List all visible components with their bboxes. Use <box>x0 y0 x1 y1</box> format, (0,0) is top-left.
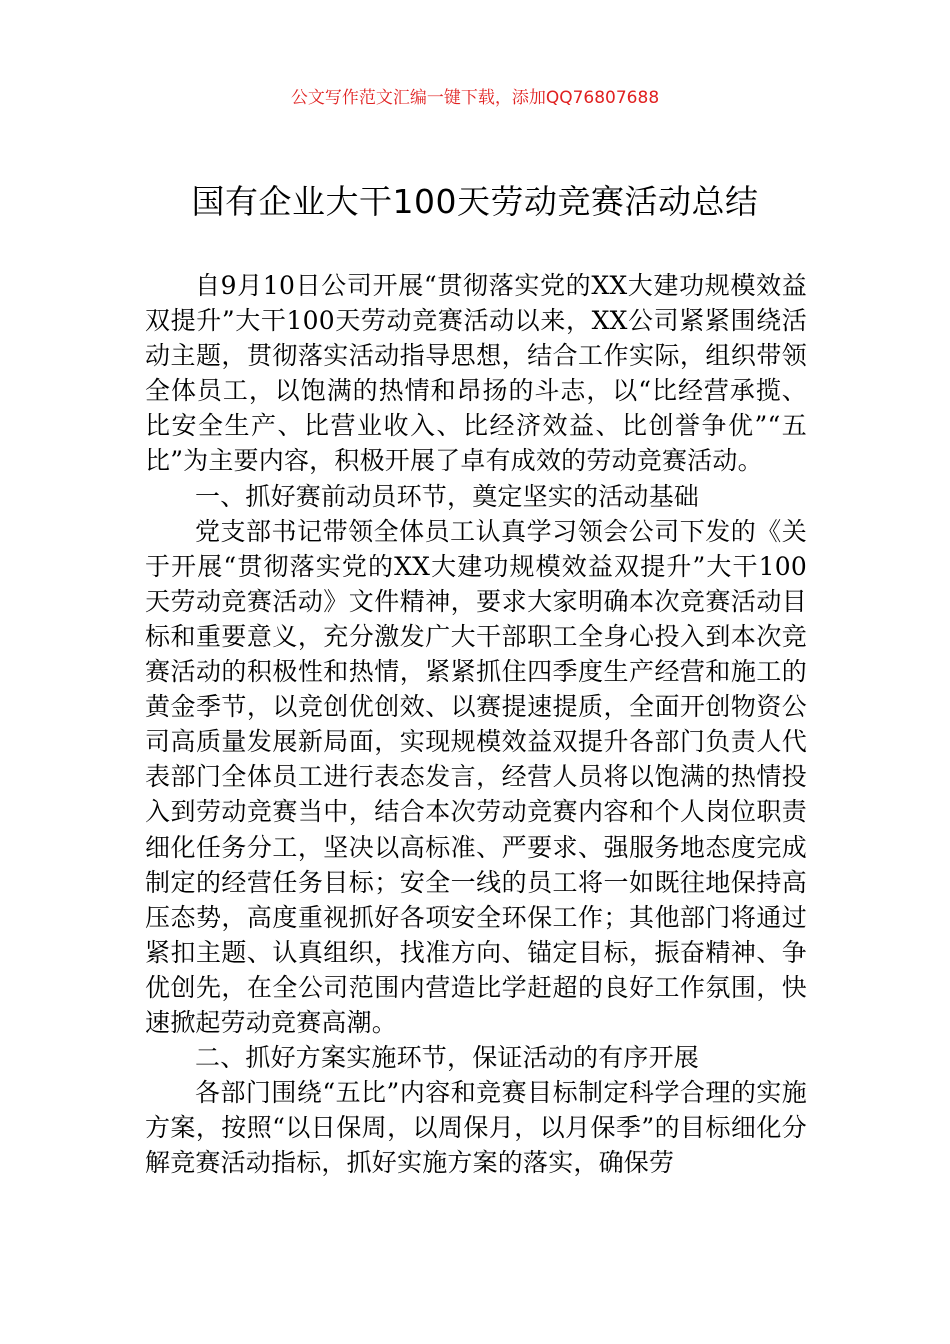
download-notice: 公文写作范文汇编一键下载，添加QQ76807688 <box>290 88 660 108</box>
section-2-paragraph: 各部门围绕“五比”内容和竞赛目标制定科学合理的实施方案，按照“以日保周，以周保月，以月保季”的目标细化分解竞赛活动指标，抓好实施方案的落实，确保劳 <box>145 1078 807 1178</box>
document-body <box>145 268 807 1180</box>
section-1-paragraph: 党支部书记带领全体员工认真学习领会公司下发的《关于开展“贯彻落实党的XX大建功规模效益双提升”大干100天劳动竞赛活动》文件精神，要求大家明确本次竞赛活动目标和重要意义，充分激发广大干部职工全身心投入到本次竞赛活动的积极性和热情，紧紧抓住四季度生产经营和施工的黄金季节，以竞创优创效、以赛提速提质，全面开创物资公司高质量发展新局面，实现规模效益双提升各部门负责人代表部门全体员工进行表态发言，经营人员将以饱满的热情投入到劳动竞赛当中，结合本次劳动竞赛内容和个人岗位职责细化任务分工，坚决以高标准、严要求、强服务地态度完成制定的经营任务目标；安全一线的员工将一如既往地保持高压态势，高度重视抓好各项安全环保工作；其他部门将通过紧扣主题、认真组织，找准方向、锚定目标，振奋精神、争优创先，在全公司范围内营造比学赶超的良好工作氛围，快速掀起劳动竞赛高潮。 <box>145 516 807 1037</box>
intro-paragraph: 自9月10日公司开展“贯彻落实党的XX大建功规模效益双提升”大干100天劳动竞赛活动以来，XX公司紧紧围绕活动主题，贯彻落实活动指导思想，结合工作实际，组织带领全体员工，以饱满的热情和昂扬的斗志，以“比经营承揽、比安全生产、比营业收入、比经济效益、比创誉争优”“五比”为主要内容，积极开展了卓有成效的劳动竞赛活动。 <box>145 271 807 476</box>
section-1-heading: 一、抓好赛前动员环节，奠定坚实的活动基础 <box>195 481 700 511</box>
section-2-heading: 二、抓好方案实施环节，保证活动的有序开展 <box>195 1043 700 1073</box>
document-title: 国有企业大干100天劳动竞赛活动总结 <box>191 182 759 221</box>
